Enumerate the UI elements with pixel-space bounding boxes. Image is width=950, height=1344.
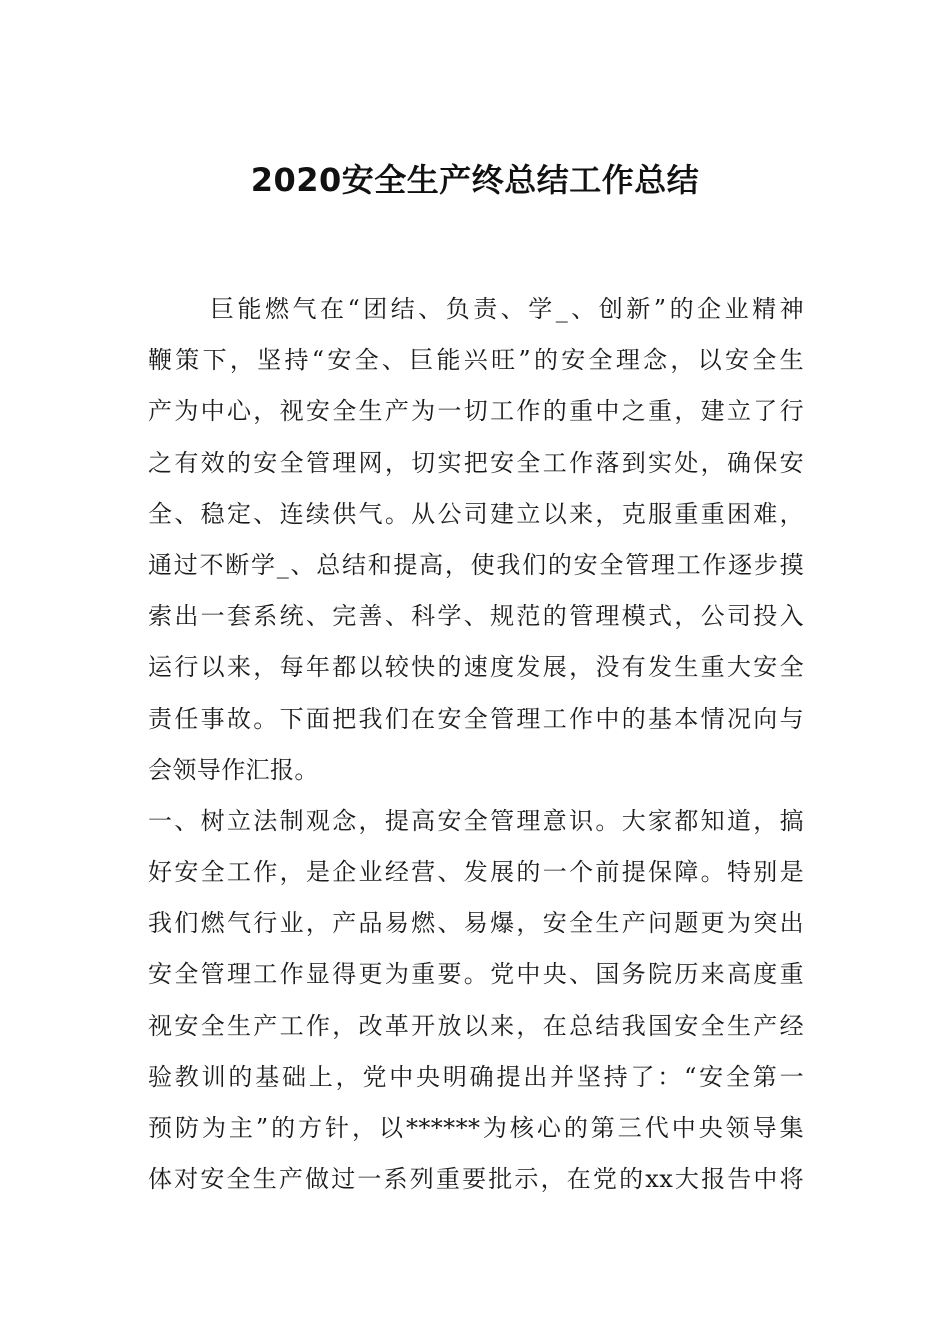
paragraph-line: 视安全生产工作，改革开放以来，在总结我国安全生产经 [148,1011,804,1040]
document-body [148,284,804,1205]
paragraph-line: 鞭策下，坚持“安全、巨能兴旺”的安全理念，以安全生 [148,346,804,375]
document-title: 2020安全生产终总结工作总结 [250,161,700,199]
paragraph-line: 之有效的安全管理网，切实把安全工作落到实处，确保安 [148,448,804,477]
paragraph-line: 好安全工作，是企业经营、发展的一个前提保障。特别是 [148,858,804,887]
paragraph-line: 会领导作汇报。 [148,755,319,784]
paragraph-line: 索出一套系统、完善、科学、规范的管理模式，公司投入 [148,602,804,631]
paragraph-line: 我们燃气行业，产品易燃、易爆，安全生产问题更为突出 [148,909,804,938]
paragraph-line: 运行以来，每年都以较快的速度发展，没有发生重大安全 [148,653,804,682]
paragraph-line: 一、树立法制观念，提高安全管理意识。大家都知道，搞 [148,806,804,835]
paragraph-line: 安全管理工作显得更为重要。党中央、国务院历来高度重 [148,960,804,989]
paragraph-line: 体对安全生产做过一系列重要批示，在党的xx大报告中将 [148,1165,804,1194]
paragraph-line: 产为中心，视安全生产为一切工作的重中之重，建立了行 [148,397,804,426]
paragraph-line: 巨能燃气在“团结、负责、学_、创新”的企业精神 [210,295,804,323]
paragraph-line: 验教训的基础上，党中央明确提出并坚持了：“安全第一 [148,1062,804,1091]
paragraph-line: 预防为主”的方针，以******为核心的第三代中央领导集 [148,1114,804,1142]
paragraph-line: 全、稳定、连续供气。从公司建立以来，克服重重困难， [148,499,804,528]
paragraph-line: 责任事故。下面把我们在安全管理工作中的基本情况向与 [148,704,804,733]
paragraph-line: 通过不断学_、总结和提高，使我们的安全管理工作逐步摸 [148,550,804,579]
